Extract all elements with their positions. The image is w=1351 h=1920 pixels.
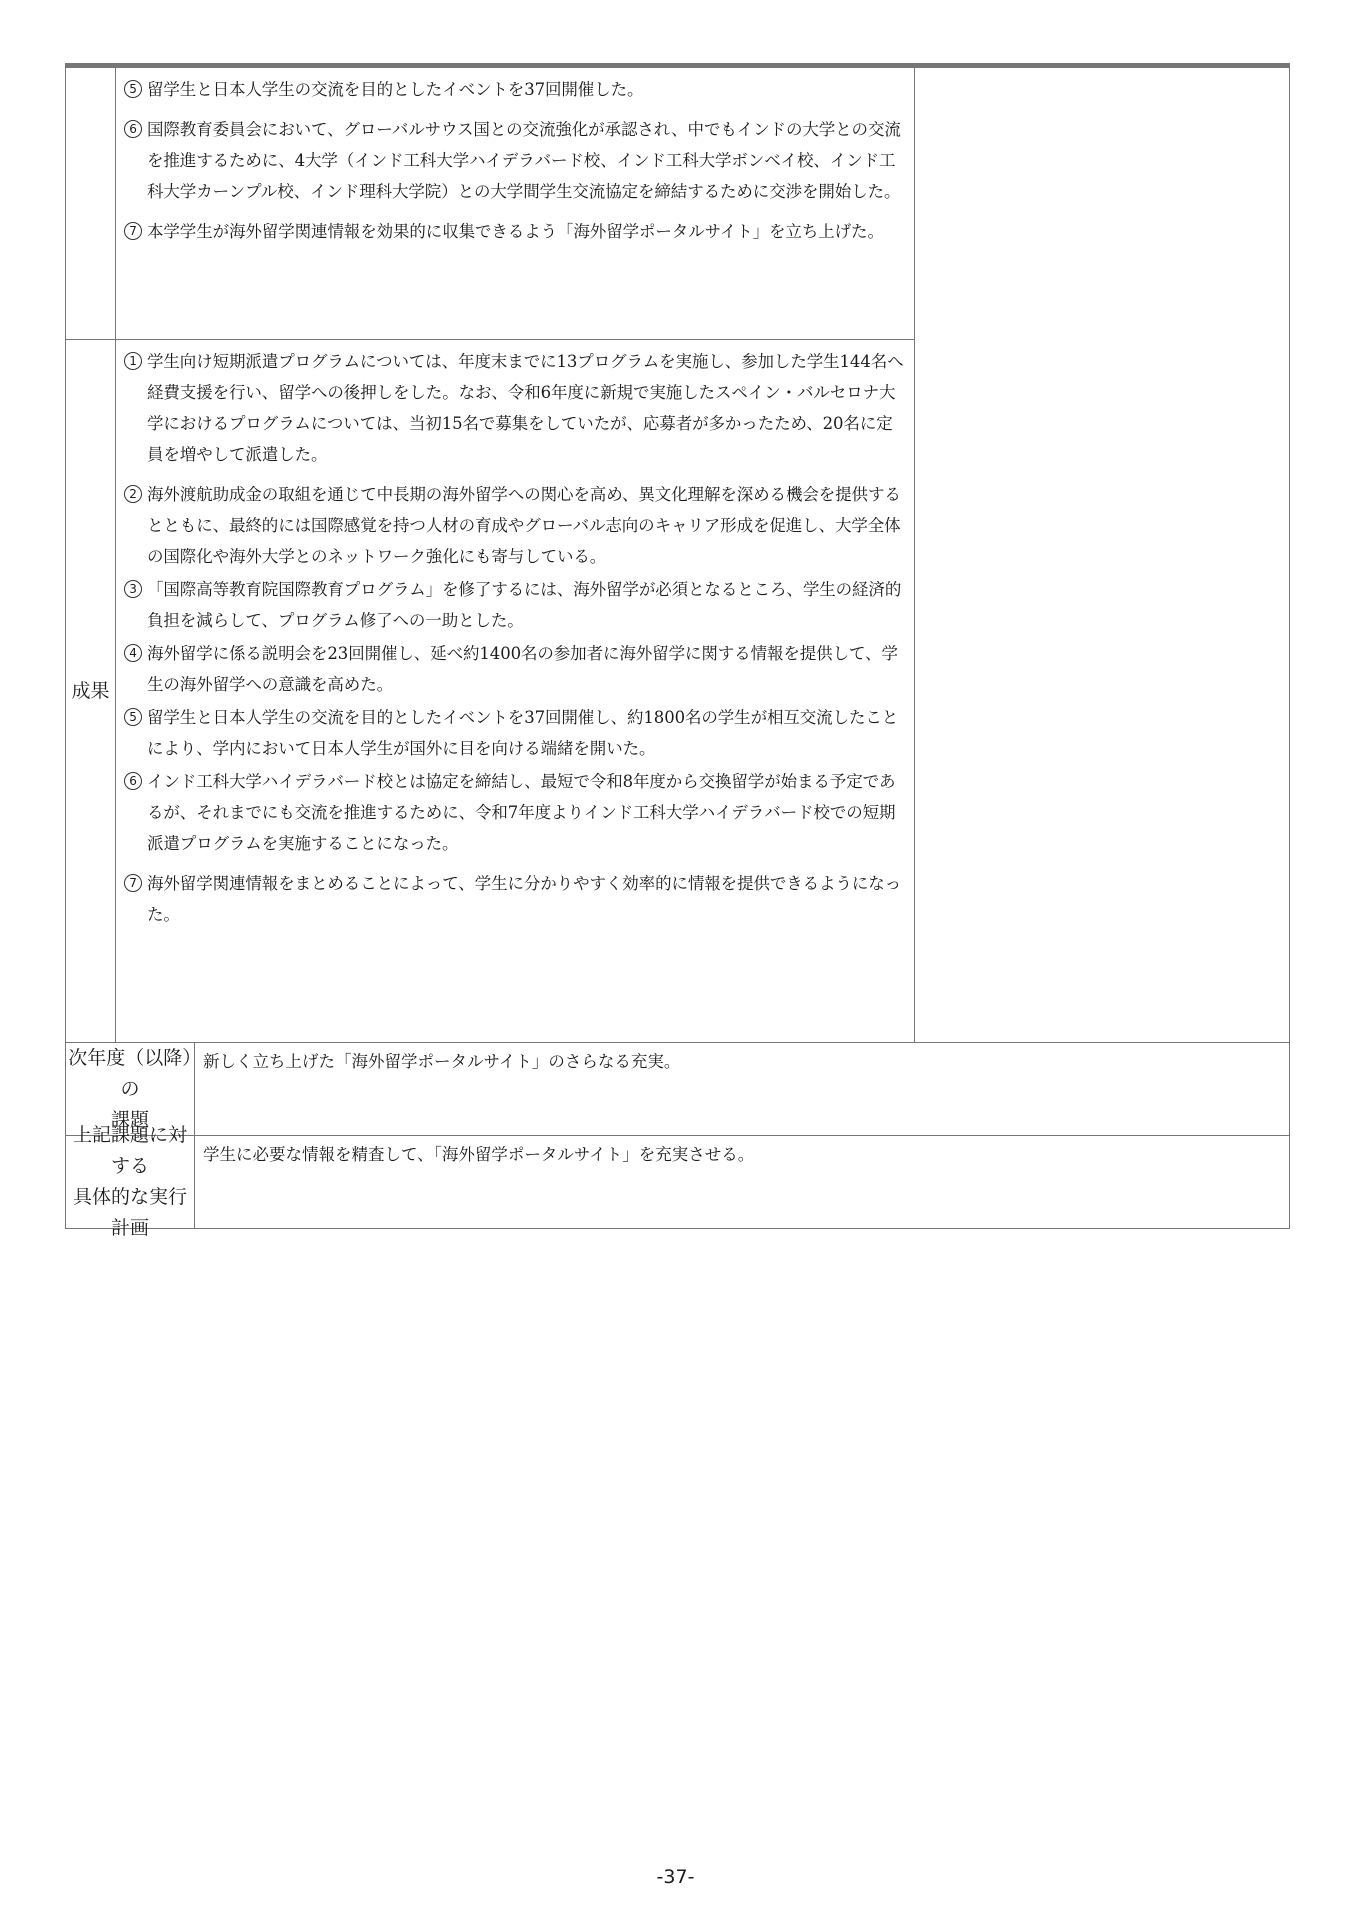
next-issues-text: 新しく立ち上げた「海外留学ポータルサイト」のさらなる充実。	[203, 1052, 681, 1071]
list-item	[124, 74, 906, 105]
list-item	[124, 766, 906, 859]
item-text: 海外渡航助成金の取組を通じて中長期の海外留学への関心を高め、異文化理解を深める機会を提供するとともに、最終的には国際感覚を持つ人材の育成やグローバル志向のキャリア形成を促進し、大学全体の国際化や海外大学とのネットワーク強化にも寄与している。	[147, 485, 901, 566]
continuation-content-cell	[115, 67, 915, 340]
circled-number: 6	[124, 772, 142, 790]
results-content-cell	[115, 339, 915, 1043]
list-item	[124, 114, 906, 207]
circled-number: 2	[124, 485, 142, 503]
action-plan-label-cell	[65, 1124, 195, 1239]
list-item	[124, 574, 906, 636]
circled-number: 7	[124, 222, 142, 240]
list-item	[124, 702, 906, 764]
item-text: 留学生と日本人学生の交流を目的としたイベントを37回開催した。	[147, 80, 644, 99]
list-item	[124, 638, 906, 700]
circled-number: 5	[124, 80, 142, 98]
page-number: -37-	[656, 1866, 695, 1888]
circled-number: 5	[124, 708, 142, 726]
circled-number: 7	[124, 874, 142, 892]
results-label: 成果	[71, 679, 110, 702]
item-text: インド工科大学ハイデラバード校とは協定を締結し、最短で令和8年度から交換留学が始まる予定であるが、それまでにも交流を推進するために、令和7年度よりインド工科大学ハイデラバード校での短期派遣プログラムを実施することになった。	[147, 772, 896, 853]
item-text: 本学学生が海外留学関連情報を効果的に収集できるよう「海外留学ポータルサイト」を立ち上げた。	[147, 222, 884, 241]
action-plan-content-cell	[194, 1135, 1290, 1229]
circled-number: 3	[124, 580, 142, 598]
next-issues-label-line1: 次年度（以降）の	[68, 1046, 192, 1100]
list-item	[124, 216, 906, 247]
item-text: 海外留学に係る説明会を23回開催し、延べ約1400名の参加者に海外留学に関する情報を提供して、学生の海外留学への意識を高めた。	[147, 644, 898, 694]
continuation-label-cell	[65, 67, 116, 340]
list-item	[124, 868, 906, 930]
list-item	[124, 346, 906, 470]
item-text: 留学生と日本人学生の交流を目的としたイベントを37回開催し、約1800名の学生が相互交流したことにより、学内において日本人学生が国外に目を向ける端緒を開いた。	[147, 708, 899, 758]
notes-cell	[914, 67, 1290, 1043]
item-text: 「国際高等教育院国際教育プログラム」を修了するには、海外留学が必須となるところ、学生の経済的負担を減らして、プログラム修了への一助とした。	[147, 580, 902, 630]
circled-number: 1	[124, 352, 142, 370]
item-text: 国際教育委員会において、グローバルサウス国との交流強化が承認され、中でもインドの大学との交流を推進するために、4大学（インド工科大学ハイデラバード校、インド工科大学ボンベイ校、インド工科大学カーンプル校、インド理科大学院）との大学間学生交流協定を締結するために交渉を開始した。	[147, 120, 901, 201]
circled-number: 6	[124, 120, 142, 138]
item-text: 学生向け短期派遣プログラムについては、年度末までに13プログラムを実施し、参加した学生144名へ経費支援を行い、留学への後押しをした。なお、令和6年度に新規で実施したスペイン・バルセロナ大学におけるプログラムについては、当初15名で募集をしていたが、応募者が多かったため、20名に定員を増やして派遣した。	[147, 352, 904, 464]
action-plan-text: 学生に必要な情報を精査して、「海外留学ポータルサイト」を充実させる。	[203, 1145, 755, 1164]
next-issues-content-cell	[194, 1042, 1290, 1136]
action-plan-label-line2: 具体的な実行計画	[72, 1186, 187, 1239]
circled-number: 4	[124, 644, 142, 662]
action-plan-label-line1: 上記課題に対する	[72, 1124, 187, 1177]
item-text: 海外留学関連情報をまとめることによって、学生に分かりやすく効率的に情報を提供できるようになった。	[147, 874, 902, 924]
list-item	[124, 479, 906, 572]
results-label-cell	[65, 339, 116, 1043]
next-issues-label-line2: 課題	[110, 1108, 149, 1131]
